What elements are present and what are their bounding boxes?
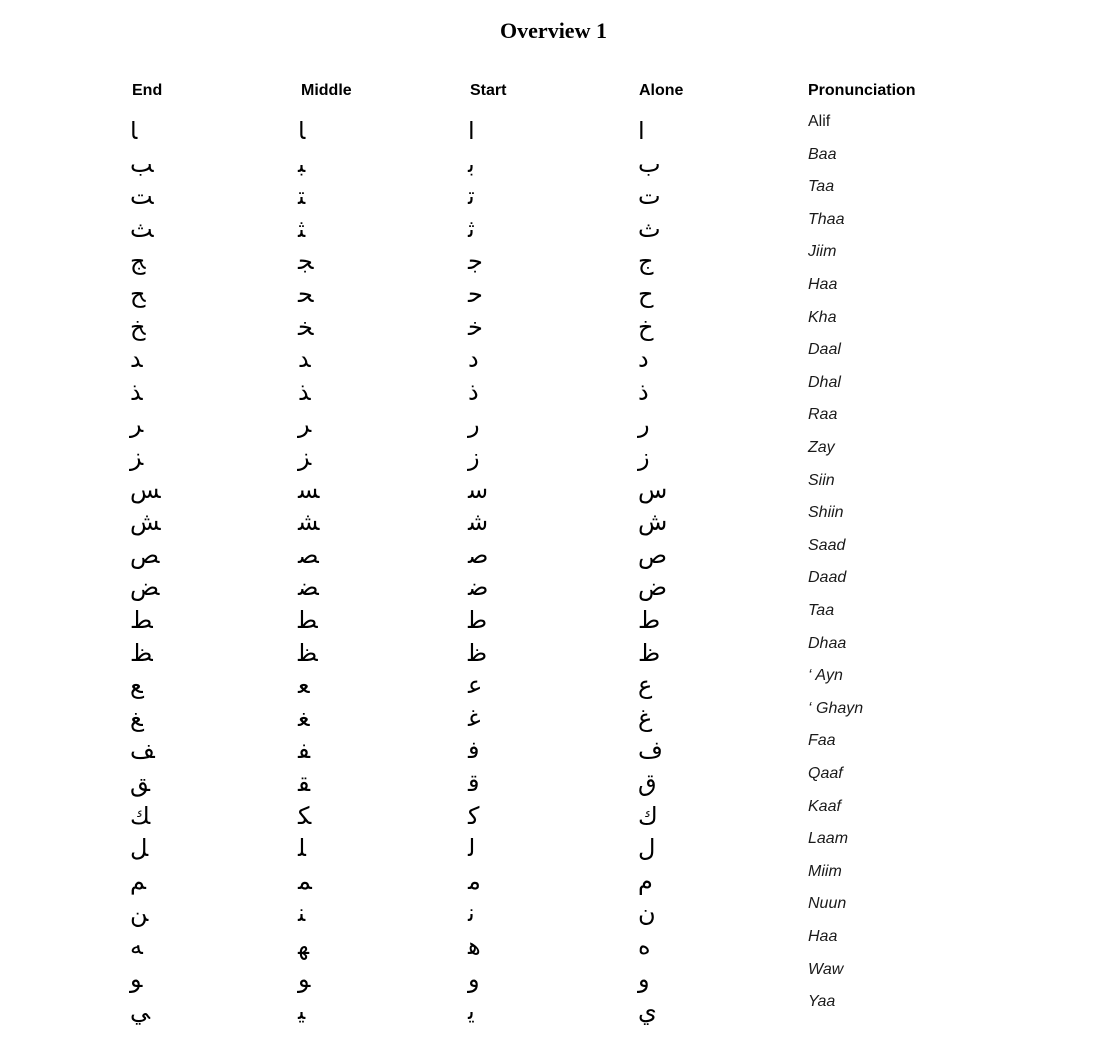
letter-middle-form: ﻬ xyxy=(298,932,310,960)
table-row xyxy=(0,504,1107,540)
table-row xyxy=(0,993,1107,1029)
letter-alone-form: ﻅ xyxy=(638,638,661,667)
letter-middle-form: ﻀ xyxy=(298,573,319,602)
letter-alone-form: ﻥ xyxy=(638,899,656,928)
letter-pronunciation: Raa xyxy=(808,406,838,424)
letter-start-form: ﺍ xyxy=(468,117,475,145)
letter-start-form: ﺩ xyxy=(468,345,479,374)
letter-middle-form: ﺒ xyxy=(298,149,306,178)
letter-middle-form: ﻌ xyxy=(298,671,310,700)
letter-pronunciation: Dhal xyxy=(808,373,841,391)
letter-start-form: ﺟ xyxy=(468,247,483,276)
letter-start-form: ﻳ xyxy=(468,997,475,1026)
table-row xyxy=(0,895,1107,931)
letter-start-form: ﻇ xyxy=(468,638,488,667)
letter-start-form: ﻣ xyxy=(468,866,481,895)
letter-end-form: ﺲ xyxy=(130,475,161,504)
table-row xyxy=(0,765,1107,801)
letter-start-form: ﺫ xyxy=(468,377,479,406)
letter-alone-form: ﺙ xyxy=(638,214,661,243)
letter-middle-form: ﻜ xyxy=(298,801,312,830)
letter-start-form: ﻃ xyxy=(468,606,488,634)
table-row xyxy=(0,145,1107,182)
letter-middle-form: ﺪ xyxy=(298,345,311,374)
letter-alone-form: ﺡ xyxy=(638,280,654,308)
letter-middle-form: ﺠ xyxy=(298,247,314,276)
letter-end-form: ﺺ xyxy=(130,540,160,569)
table-row xyxy=(0,667,1107,703)
letter-alone-form: ﻭ xyxy=(638,964,650,993)
letter-pronunciation: Haa xyxy=(808,276,838,293)
letter-alone-form: ﺏ xyxy=(638,149,661,178)
table-header-row xyxy=(0,80,1107,106)
letter-end-form: ﻒ xyxy=(130,736,155,765)
letter-end-form: ﻦ xyxy=(130,899,149,928)
letter-start-form: ﺗ xyxy=(468,182,475,211)
letter-end-form: ﺾ xyxy=(130,573,160,602)
letter-alone-form: ﻁ xyxy=(638,606,661,634)
letter-start-form: ﻛ xyxy=(468,801,480,830)
letter-alone-form: ﺝ xyxy=(638,247,654,276)
letter-middle-form: ﺎ xyxy=(298,117,306,145)
letter-middle-form: ﻄ xyxy=(298,606,318,634)
letter-alone-form: ﻉ xyxy=(638,671,653,700)
letter-pronunciation: Baa xyxy=(808,145,837,163)
table-row xyxy=(0,308,1107,345)
letter-middle-form: ﻘ xyxy=(298,769,311,797)
letter-alone-form: ﺥ xyxy=(638,312,654,341)
table-row xyxy=(0,928,1107,964)
table-row xyxy=(0,406,1107,442)
letter-end-form: ﺦ xyxy=(130,312,146,341)
table-row xyxy=(0,373,1107,410)
letter-pronunciation: Shiin xyxy=(808,504,844,522)
letter-middle-form: ﺜ xyxy=(298,214,306,243)
letter-start-form: ﺿ xyxy=(468,573,489,602)
letter-end-form: ﻪ xyxy=(130,932,143,960)
letter-pronunciation: Waw xyxy=(808,960,844,978)
letter-pronunciation: Jiim xyxy=(808,243,837,261)
letter-middle-form: ﺤ xyxy=(298,280,314,308)
letter-alone-form: ﻱ xyxy=(638,997,657,1026)
letter-start-form: ﻏ xyxy=(468,703,481,732)
letter-middle-form: ﻮ xyxy=(298,964,311,993)
letter-pronunciation: Daal xyxy=(808,341,841,359)
letter-pronunciation: Dhaa xyxy=(808,634,847,652)
letter-pronunciation: Faa xyxy=(808,732,836,750)
table-row xyxy=(0,569,1107,605)
letter-pronunciation: Thaa xyxy=(808,210,845,228)
table-row xyxy=(0,276,1107,312)
letter-middle-form: ﺰ xyxy=(298,443,312,471)
letter-middle-form: ﻠ xyxy=(298,834,306,863)
letter-alone-form: ﺹ xyxy=(638,540,668,569)
table-row xyxy=(0,830,1107,866)
letter-end-form: ﺬ xyxy=(130,377,143,406)
letter-alone-form: ﻍ xyxy=(638,703,653,732)
letter-alone-form: ﺕ xyxy=(638,182,661,211)
letter-middle-form: ﺬ xyxy=(298,377,311,406)
letter-end-form: ﻊ xyxy=(130,671,143,700)
letter-pronunciation: Yaa xyxy=(808,993,836,1011)
letter-pronunciation: Zay xyxy=(808,439,835,456)
letter-end-form: ﺢ xyxy=(130,280,146,308)
letter-middle-form: ﻐ xyxy=(298,703,310,732)
letter-alone-form: ﻝ xyxy=(638,834,656,863)
letter-start-form: ﻧ xyxy=(468,899,475,928)
letter-start-form: ﺳ xyxy=(468,475,489,504)
letter-end-form: ﻞ xyxy=(130,834,149,863)
table-row xyxy=(0,210,1107,247)
column-header-end: End xyxy=(132,82,163,99)
letter-start-form: ﺑ xyxy=(468,149,475,178)
table-row xyxy=(0,341,1107,377)
letter-alone-form: ﺵ xyxy=(638,508,668,537)
letter-alone-form: ﻙ xyxy=(638,801,658,830)
letter-end-form: ﺎ xyxy=(130,117,138,145)
letter-start-form: ﺛ xyxy=(468,214,475,243)
letter-end-form: ﺐ xyxy=(130,149,154,178)
table-row xyxy=(0,634,1107,671)
letter-middle-form: ﺸ xyxy=(298,508,320,537)
letter-end-form: ﻖ xyxy=(130,769,151,797)
letter-start-form: ﺷ xyxy=(468,508,489,537)
letter-start-form: ﻫ xyxy=(468,932,481,960)
letter-start-form: ﺻ xyxy=(468,540,489,569)
letter-middle-form: ﺘ xyxy=(298,182,306,211)
letter-start-form: ﻓ xyxy=(468,736,480,765)
letter-alone-form: ﺽ xyxy=(638,573,668,602)
letter-alone-form: ﺍ xyxy=(638,117,645,145)
letter-pronunciation: Saad xyxy=(808,536,846,554)
letter-end-form: ﻚ xyxy=(130,801,151,830)
table-row xyxy=(0,536,1107,573)
letter-middle-form: ﻔ xyxy=(298,736,311,765)
letter-middle-form: ﺴ xyxy=(298,475,320,504)
letter-alone-form: ﺩ xyxy=(638,345,649,374)
letter-end-form: ﻂ xyxy=(130,606,153,634)
table-row xyxy=(0,178,1107,214)
letter-middle-form: ﻈ xyxy=(298,638,318,667)
table-row xyxy=(0,471,1107,508)
letter-pronunciation: Alif xyxy=(808,113,831,130)
letter-alone-form: ﺯ xyxy=(638,443,650,471)
letter-end-form: ﻆ xyxy=(130,638,153,667)
letter-pronunciation: ‘ Ghayn xyxy=(808,699,864,717)
table-row xyxy=(0,243,1107,279)
letter-middle-form: ﻨ xyxy=(298,899,306,928)
letter-end-form: ﺶ xyxy=(130,508,161,537)
letter-pronunciation: Taa xyxy=(808,178,835,196)
letter-end-form: ﺰ xyxy=(130,443,144,471)
letter-alone-form: ﺱ xyxy=(638,475,668,504)
letter-alone-form: ﻕ xyxy=(638,769,657,797)
letter-end-form: ﺪ xyxy=(130,345,143,374)
letter-middle-form: ﺨ xyxy=(298,312,314,341)
letter-pronunciation: Laam xyxy=(808,830,849,848)
letter-middle-form: ﺮ xyxy=(298,410,312,439)
letter-pronunciation: Taa xyxy=(808,602,835,619)
letter-pronunciation: Qaaf xyxy=(808,765,843,782)
letter-alone-form: ﻑ xyxy=(638,736,663,765)
letter-end-form: ﻲ xyxy=(130,997,151,1026)
letter-end-form: ﻎ xyxy=(130,703,143,732)
table-row xyxy=(0,113,1107,149)
table-row xyxy=(0,732,1107,768)
letter-pronunciation: Siin xyxy=(808,471,835,489)
letter-start-form: ﻟ xyxy=(468,834,476,863)
table-row xyxy=(0,699,1107,736)
letter-pronunciation: ‘ Ayn xyxy=(808,667,843,685)
letter-end-form: ﺮ xyxy=(130,410,144,439)
letter-pronunciation: Haa xyxy=(808,928,838,945)
letter-pronunciation: Kaaf xyxy=(808,797,841,815)
letter-end-form: ﺚ xyxy=(130,214,154,243)
letter-pronunciation: Nuun xyxy=(808,895,847,913)
letter-middle-form: ﻤ xyxy=(298,866,312,895)
table-row xyxy=(0,960,1107,997)
letter-start-form: ﻋ xyxy=(468,671,483,700)
column-header-pronunciation: Pronunciation xyxy=(808,82,916,99)
letter-start-form: ﻗ xyxy=(468,769,480,797)
table-row xyxy=(0,862,1107,899)
letter-alone-form: ﺫ xyxy=(638,377,649,406)
letter-pronunciation: Miim xyxy=(808,862,842,880)
column-header-alone: Alone xyxy=(639,82,684,99)
letter-start-form: ﺧ xyxy=(468,312,483,341)
column-header-start: Start xyxy=(470,82,507,99)
letter-end-form: ﺞ xyxy=(130,247,146,276)
page-title: Overview 1 xyxy=(500,18,607,43)
letter-pronunciation: Kha xyxy=(808,308,837,326)
letter-end-form: ﻢ xyxy=(130,866,146,895)
letter-start-form: ﺭ xyxy=(468,410,480,439)
letter-alone-form: ﻡ xyxy=(638,866,653,895)
table-row xyxy=(0,602,1107,638)
letter-start-form: ﺯ xyxy=(468,443,480,471)
letter-alone-form: ﺭ xyxy=(638,410,650,439)
table-row xyxy=(0,797,1107,834)
column-header-middle: Middle xyxy=(301,82,352,99)
letter-end-form: ﺖ xyxy=(130,182,154,211)
letter-start-form: ﺣ xyxy=(468,280,483,308)
letter-pronunciation: Daad xyxy=(808,569,847,587)
letter-start-form: ﻭ xyxy=(468,964,480,993)
letter-middle-form: ﺼ xyxy=(298,540,319,569)
letter-middle-form: ﻴ xyxy=(298,997,306,1026)
letter-end-form: ﻮ xyxy=(130,964,143,993)
letter-alone-form: ﻩ xyxy=(638,932,651,960)
table-row xyxy=(0,439,1107,475)
